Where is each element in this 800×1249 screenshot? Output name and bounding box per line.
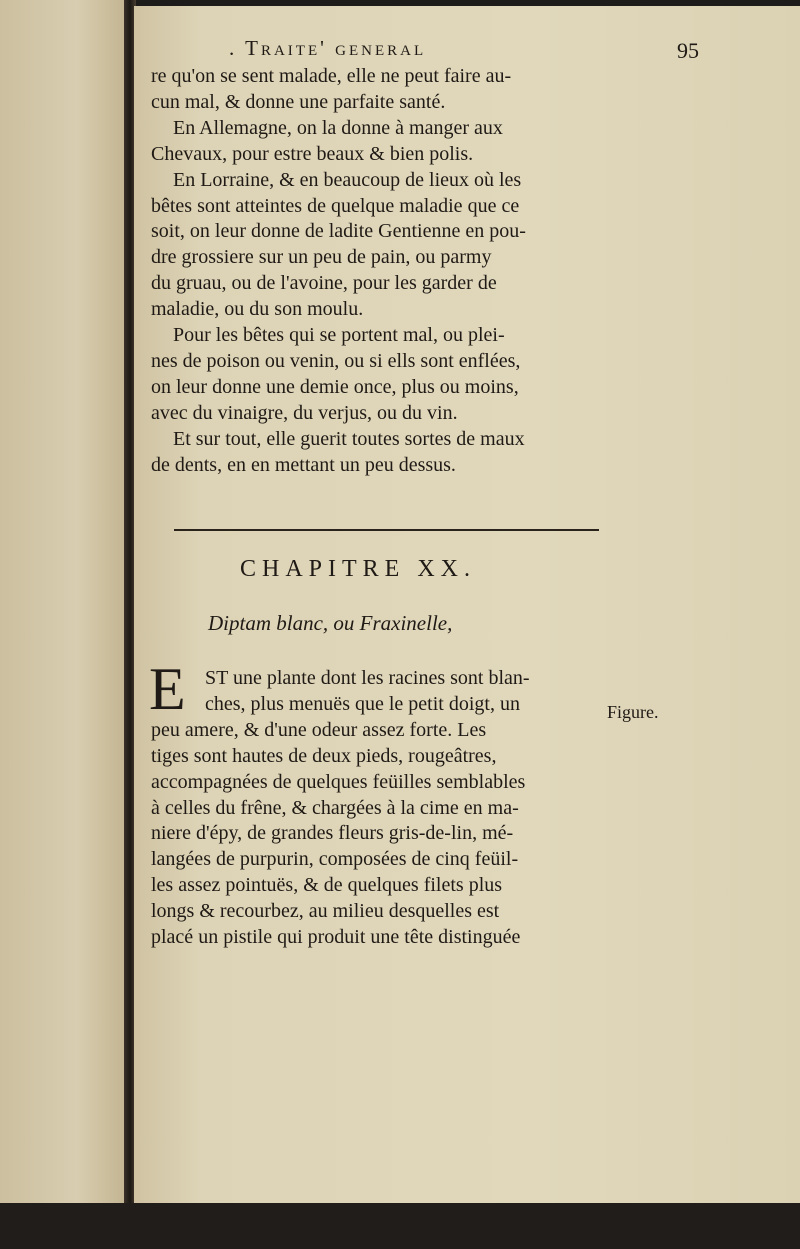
book-page [134,6,800,1203]
text-line: ST une plante dont les racines sont blan- [205,667,530,689]
page-number: 95 [677,38,699,63]
text-line: ches, plus menuës que le petit doigt, un [205,692,520,715]
text-line: les assez pointuës, & de quelques filets plus [151,874,503,897]
text-line: En Allemagne, on la donne à manger aux [173,116,503,139]
text-line: du gruau, ou de l'avoine, pour les garder de [151,272,497,295]
chapter-subtitle: Diptam blanc, ou Fraxinelle, [208,611,453,635]
text-line: de dents, en en mettant un peu dessus. [151,453,456,476]
text-line: dre grossiere sur un peu de pain, ou parmy [151,246,492,269]
page-header [229,36,699,66]
text-line: tiges sont hautes de deux pieds, rougeâtres, [151,744,497,767]
text-line: Pour les bêtes qui se portent mal, ou plei- [173,324,505,347]
text-line: nes de poison ou venin, ou si ells sont enflées, [151,349,521,372]
drop-cap: E [149,656,186,722]
left-page-edge [0,0,128,1205]
text-line: langées de purpurin, composées de cinq feüil- [151,848,519,871]
text-line: Et sur tout, elle guerit toutes sortes de maux [173,427,525,450]
text-line: à celles du frêne, & chargées à la cime en ma- [151,796,519,819]
chapter-body [151,666,601,951]
scan-background [0,1203,800,1249]
text-line: bêtes sont atteintes de quelque maladie que ce [151,194,520,217]
text-line: En Lorraine, & en beaucoup de lieux où les [173,168,522,191]
text-line: soit, on leur donne de ladite Gentienne en pou- [151,220,526,243]
text-line: re qu'on se sent malade, elle ne peut faire au- [151,65,512,87]
text-line: placé un pistile qui produit une tête distinguée [151,926,521,949]
text-line: Chevaux, pour estre beaux & bien polis. [151,142,474,165]
text-line: avec du vinaigre, du verjus, ou du vin. [151,401,458,424]
running-title: . Traite' general [229,36,427,60]
text-line: niere d'épy, de grandes fleurs gris-de-lin, mé- [151,822,514,845]
text-line: longs & recourbez, au milieu desquelles est [151,900,500,923]
chapter-title: CHAPITRE XX. [240,556,477,582]
text-line: maladie, ou du son moulu. [151,298,364,321]
body-text [151,64,601,479]
margin-note: Figure. [607,702,659,722]
text-line: accompagnées de quelques feüilles semblables [151,770,526,793]
section-divider [174,529,599,531]
text-line: peu amere, & d'une odeur assez forte. Les [151,718,487,741]
text-line: cun mal, & donne une parfaite santé. [151,90,446,113]
text-line: on leur donne une demie once, plus ou moins, [151,375,519,398]
